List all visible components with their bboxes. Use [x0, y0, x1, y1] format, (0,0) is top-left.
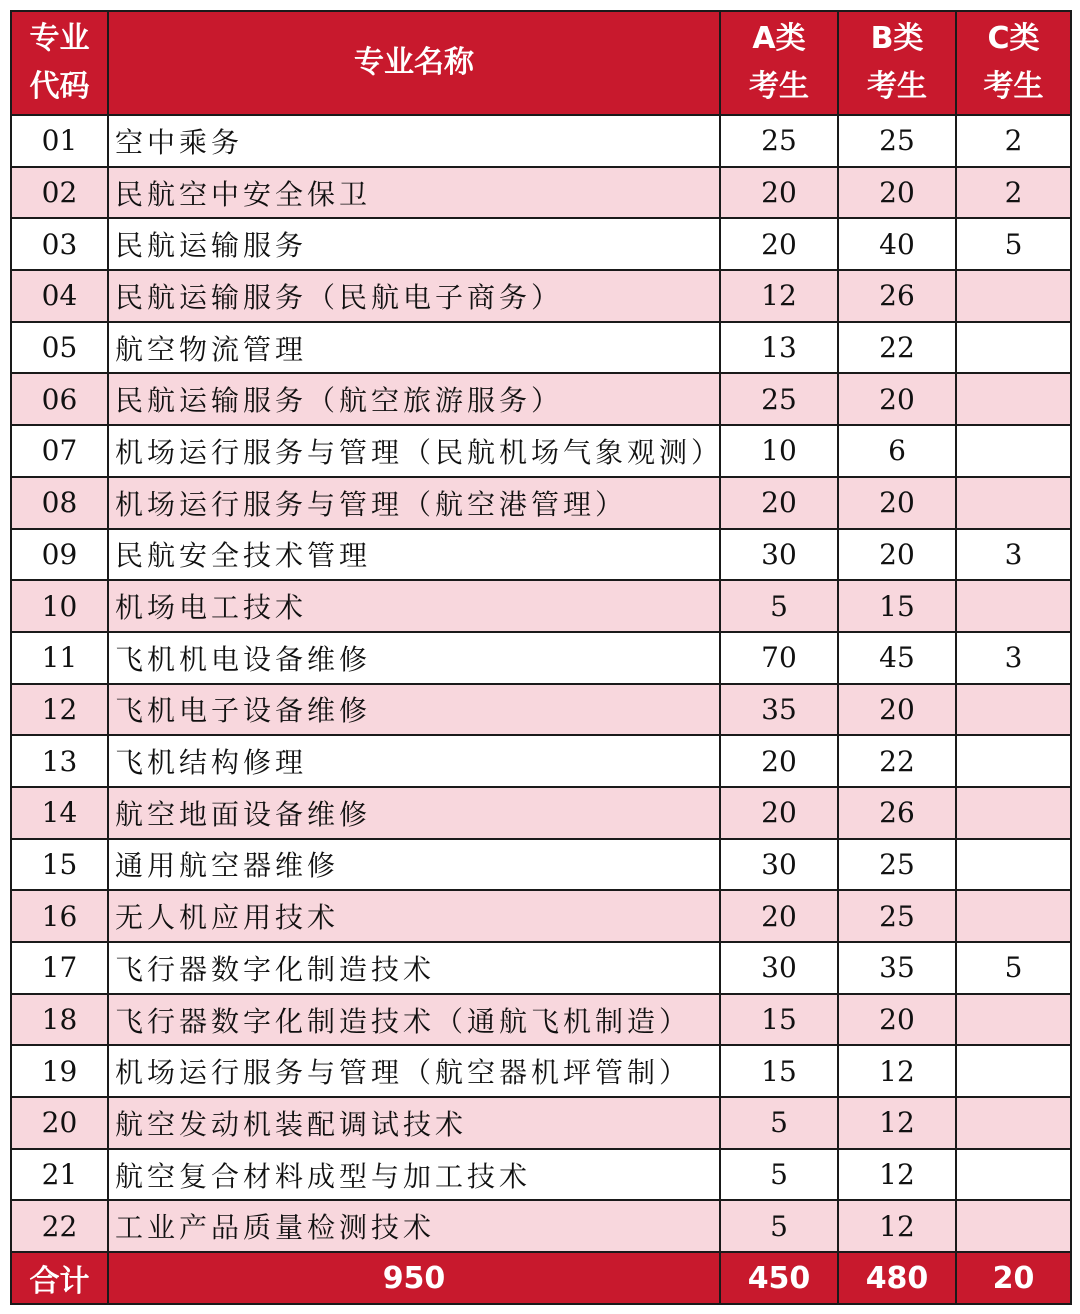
cell-c — [956, 839, 1071, 891]
cell-name: 空中乘务 — [108, 115, 720, 167]
cell-name: 民航运输服务（航空旅游服务） — [108, 373, 720, 425]
enrollment-table — [10, 10, 1072, 1305]
cell-a: 5 — [720, 1097, 838, 1149]
table-row — [11, 735, 1071, 787]
cell-b: 25 — [838, 115, 956, 167]
cell-c — [956, 684, 1071, 736]
table-row — [11, 1149, 1071, 1201]
cell-a: 20 — [720, 787, 838, 839]
cell-b: 6 — [838, 425, 956, 477]
cell-b: 12 — [838, 1045, 956, 1097]
cell-code: 02 — [11, 167, 108, 219]
cell-c — [956, 373, 1071, 425]
cell-code: 22 — [11, 1200, 108, 1252]
cell-a: 20 — [720, 218, 838, 270]
cell-c — [956, 322, 1071, 374]
cell-code: 17 — [11, 942, 108, 994]
total-row — [11, 1252, 1071, 1304]
cell-name: 无人机应用技术 — [108, 890, 720, 942]
table-row — [11, 322, 1071, 374]
cell-a: 10 — [720, 425, 838, 477]
cell-a: 15 — [720, 1045, 838, 1097]
total-b: 480 — [838, 1252, 956, 1304]
cell-code: 01 — [11, 115, 108, 167]
cell-c — [956, 477, 1071, 529]
cell-b: 22 — [838, 322, 956, 374]
cell-a: 20 — [720, 735, 838, 787]
table-row — [11, 1200, 1071, 1252]
cell-c — [956, 1097, 1071, 1149]
cell-b: 20 — [838, 684, 956, 736]
cell-a: 5 — [720, 580, 838, 632]
cell-c: 5 — [956, 942, 1071, 994]
cell-code: 20 — [11, 1097, 108, 1149]
cell-name: 机场运行服务与管理（民航机场气象观测） — [108, 425, 720, 477]
cell-name: 飞机电子设备维修 — [108, 684, 720, 736]
cell-code: 12 — [11, 684, 108, 736]
cell-name: 飞行器数字化制造技术 — [108, 942, 720, 994]
table-header — [11, 11, 1071, 115]
cell-b: 12 — [838, 1149, 956, 1201]
cell-code: 07 — [11, 425, 108, 477]
cell-c: 2 — [956, 167, 1071, 219]
cell-b: 20 — [838, 477, 956, 529]
cell-name: 飞行器数字化制造技术（通航飞机制造） — [108, 994, 720, 1046]
cell-b: 15 — [838, 580, 956, 632]
cell-c — [956, 425, 1071, 477]
cell-b: 20 — [838, 994, 956, 1046]
cell-b: 20 — [838, 167, 956, 219]
table-row — [11, 1045, 1071, 1097]
cell-name: 民航运输服务 — [108, 218, 720, 270]
cell-b: 26 — [838, 270, 956, 322]
header-b: B类 考生 — [838, 11, 956, 115]
cell-name: 机场电工技术 — [108, 580, 720, 632]
cell-a: 70 — [720, 632, 838, 684]
cell-a: 30 — [720, 942, 838, 994]
table-footer — [11, 1252, 1071, 1304]
table-row — [11, 529, 1071, 581]
header-code: 专业 代码 — [11, 11, 108, 115]
cell-a: 15 — [720, 994, 838, 1046]
cell-c — [956, 580, 1071, 632]
cell-name: 航空发动机装配调试技术 — [108, 1097, 720, 1149]
cell-c — [956, 787, 1071, 839]
header-row — [11, 11, 1071, 115]
total-a: 450 — [720, 1252, 838, 1304]
header-name: 专业名称 — [108, 11, 720, 115]
table-row — [11, 270, 1071, 322]
enrollment-table-container — [10, 10, 1070, 1305]
cell-name: 航空复合材料成型与加工技术 — [108, 1149, 720, 1201]
cell-c — [956, 1149, 1071, 1201]
cell-b: 20 — [838, 529, 956, 581]
header-a: A类 考生 — [720, 11, 838, 115]
table-row — [11, 684, 1071, 736]
cell-code: 16 — [11, 890, 108, 942]
table-row — [11, 425, 1071, 477]
cell-c: 3 — [956, 632, 1071, 684]
cell-b: 25 — [838, 839, 956, 891]
cell-c — [956, 1200, 1071, 1252]
cell-b: 22 — [838, 735, 956, 787]
cell-code: 11 — [11, 632, 108, 684]
cell-a: 13 — [720, 322, 838, 374]
table-row — [11, 373, 1071, 425]
cell-a: 5 — [720, 1200, 838, 1252]
table-row — [11, 632, 1071, 684]
cell-b: 12 — [838, 1097, 956, 1149]
table-row — [11, 994, 1071, 1046]
cell-a: 25 — [720, 373, 838, 425]
cell-name: 通用航空器维修 — [108, 839, 720, 891]
cell-name: 飞机机电设备维修 — [108, 632, 720, 684]
cell-a: 20 — [720, 477, 838, 529]
table-row — [11, 218, 1071, 270]
cell-code: 09 — [11, 529, 108, 581]
cell-code: 14 — [11, 787, 108, 839]
header-c: C类 考生 — [956, 11, 1071, 115]
cell-code: 05 — [11, 322, 108, 374]
cell-a: 30 — [720, 839, 838, 891]
cell-a: 12 — [720, 270, 838, 322]
cell-c — [956, 270, 1071, 322]
table-row — [11, 115, 1071, 167]
table-body — [11, 115, 1071, 1252]
cell-c — [956, 1045, 1071, 1097]
table-row — [11, 1097, 1071, 1149]
cell-name: 航空物流管理 — [108, 322, 720, 374]
cell-c — [956, 994, 1071, 1046]
cell-code: 06 — [11, 373, 108, 425]
total-all: 950 — [108, 1252, 720, 1304]
cell-b: 26 — [838, 787, 956, 839]
cell-name: 民航安全技术管理 — [108, 529, 720, 581]
cell-c: 3 — [956, 529, 1071, 581]
cell-b: 12 — [838, 1200, 956, 1252]
table-row — [11, 167, 1071, 219]
total-c: 20 — [956, 1252, 1071, 1304]
table-row — [11, 787, 1071, 839]
cell-name: 工业产品质量检测技术 — [108, 1200, 720, 1252]
cell-a: 20 — [720, 890, 838, 942]
cell-b: 35 — [838, 942, 956, 994]
table-row — [11, 942, 1071, 994]
table-row — [11, 839, 1071, 891]
cell-b: 40 — [838, 218, 956, 270]
cell-code: 15 — [11, 839, 108, 891]
cell-b: 25 — [838, 890, 956, 942]
cell-c — [956, 735, 1071, 787]
cell-code: 04 — [11, 270, 108, 322]
cell-a: 30 — [720, 529, 838, 581]
table-row — [11, 890, 1071, 942]
total-label: 合计 — [11, 1252, 108, 1304]
cell-code: 08 — [11, 477, 108, 529]
cell-name: 民航空中安全保卫 — [108, 167, 720, 219]
cell-code: 21 — [11, 1149, 108, 1201]
cell-code: 03 — [11, 218, 108, 270]
cell-code: 13 — [11, 735, 108, 787]
cell-a: 35 — [720, 684, 838, 736]
cell-a: 20 — [720, 167, 838, 219]
cell-name: 航空地面设备维修 — [108, 787, 720, 839]
table-row — [11, 477, 1071, 529]
cell-c: 5 — [956, 218, 1071, 270]
cell-b: 45 — [838, 632, 956, 684]
cell-code: 18 — [11, 994, 108, 1046]
table-row — [11, 580, 1071, 632]
cell-name: 机场运行服务与管理（航空港管理） — [108, 477, 720, 529]
cell-a: 5 — [720, 1149, 838, 1201]
cell-code: 10 — [11, 580, 108, 632]
cell-name: 飞机结构修理 — [108, 735, 720, 787]
cell-b: 20 — [838, 373, 956, 425]
cell-a: 25 — [720, 115, 838, 167]
cell-code: 19 — [11, 1045, 108, 1097]
cell-c — [956, 890, 1071, 942]
cell-c: 2 — [956, 115, 1071, 167]
cell-name: 机场运行服务与管理（航空器机坪管制） — [108, 1045, 720, 1097]
cell-name: 民航运输服务（民航电子商务） — [108, 270, 720, 322]
